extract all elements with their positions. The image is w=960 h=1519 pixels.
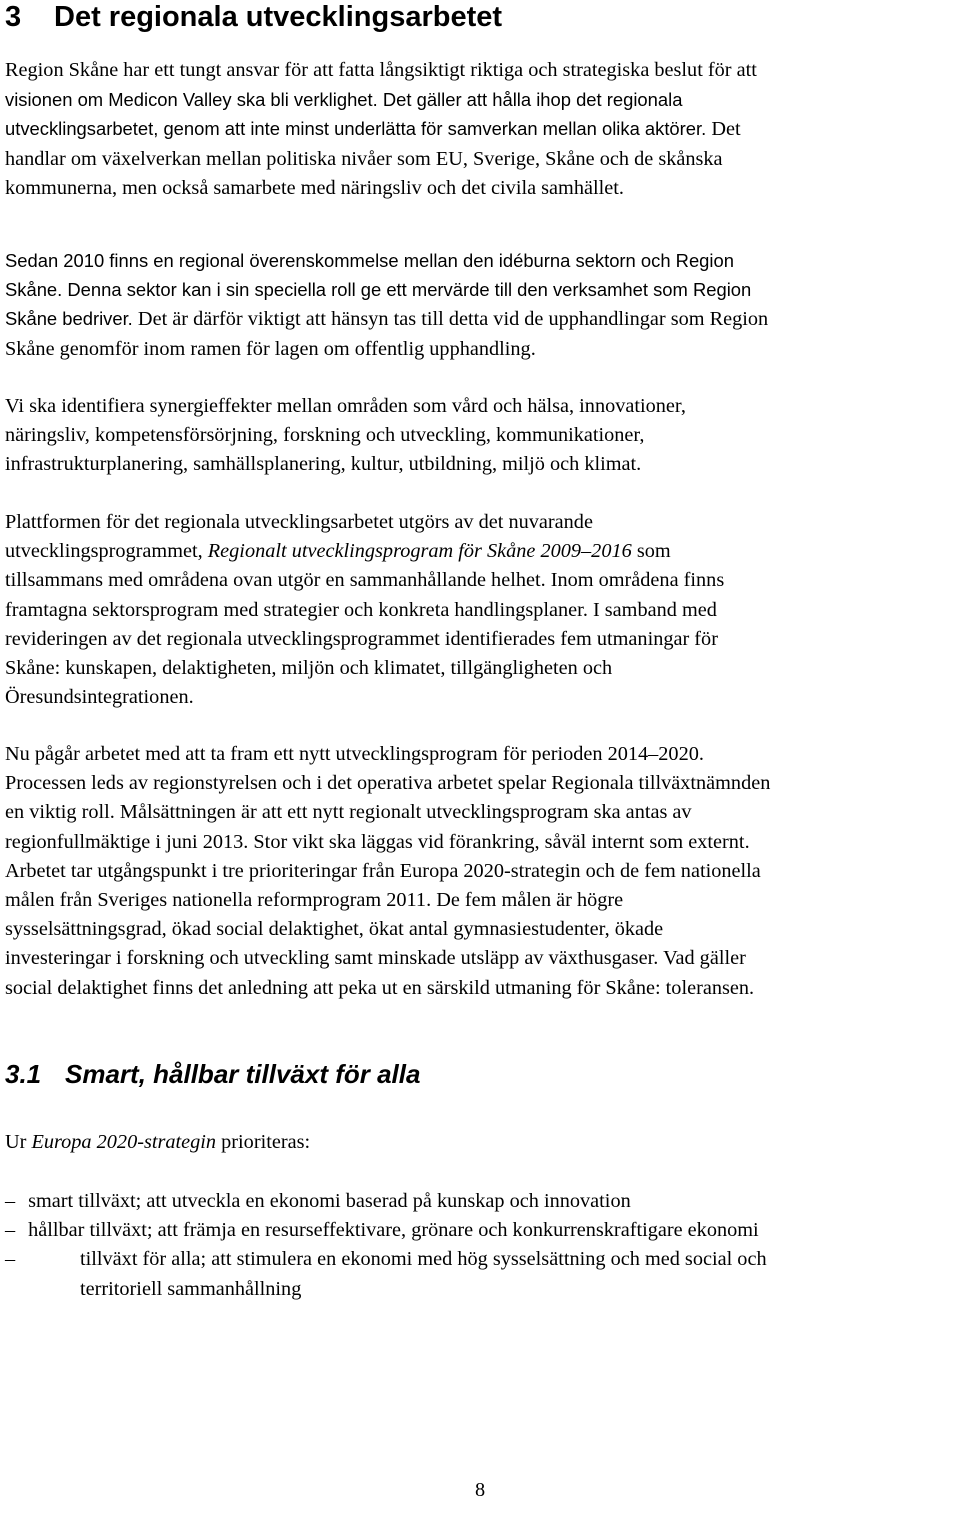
list-item-text-continued: territoriell sammanhållning	[80, 1277, 302, 1300]
text-line: framtagna sektorsprogram med strategier och konkreta handlingsplaner. I samband med	[5, 598, 717, 621]
text-line: revideringen av det regionala utvecklingsprogrammet identifierades fem utmaningar för	[5, 627, 718, 650]
list-item	[5, 1187, 955, 1216]
text-line: Nu pågår arbetet med att ta fram ett nytt utvecklingsprogram för perioden 2014–2020.	[5, 743, 704, 765]
subsection-title: Smart, hållbar tillväxt för alla	[65, 1059, 421, 1089]
text-line: Skåne genomför inom ramen för lagen om offentlig upphandling.	[5, 337, 536, 360]
priorities-list	[5, 1187, 955, 1304]
text-line: kommunerna, men också samarbete med näringsliv och det civila samhället.	[5, 176, 624, 199]
dash-bullet: –	[5, 1190, 16, 1212]
section-title: Det regionala utvecklingsarbetet	[54, 1, 503, 33]
text-line: sysselsättningsgrad, ökad social delaktighet, ökat antal gymnasiestudenter, ökade	[5, 918, 664, 941]
text-line: Processen leds av regionstyrelsen och i det operativa arbetet spelar Regionala tillväxtnämnden	[5, 772, 771, 795]
text-line: Sedan 2010 finns en regional överenskommelse mellan den idéburna sektorn och Region	[5, 250, 734, 271]
paragraph-intro	[5, 1128, 955, 1157]
program-title: Regionalt utvecklingsprogram för Skåne 2009–2016	[207, 540, 632, 563]
text-line: investeringar i forskning och utveckling samt minskade utsläpp av växthusgaser. Vad gäller	[5, 947, 746, 970]
text-segment: utvecklingsarbetet, genom att inte minst underlätta för samverkan mellan olika aktörer.	[5, 118, 707, 140]
subsection-number: 3.1	[5, 1059, 42, 1089]
text-segment: Denna sektor kan i sin speciella roll ge ett mervärde till den verksamhet som Region	[67, 279, 752, 301]
text-segment: Skåne.	[5, 279, 63, 301]
text-line	[5, 275, 955, 304]
list-item	[5, 1245, 955, 1303]
text-line: målen från Sveriges nationella reformprogram 2011. De fem målen är högre	[5, 889, 624, 912]
section-heading	[5, 0, 502, 34]
paragraph-plattformen	[5, 508, 955, 712]
paragraph-medicon-valley	[5, 56, 955, 203]
text-line: Skåne: kunskapen, delaktigheten, miljön och klimatet, tillgängligheten och	[5, 657, 613, 680]
text-line: Öresundsintegrationen.	[5, 686, 194, 709]
text-line: visionen om Medicon Valley ska bli verklighet. Det gäller att hålla ihop det regionala	[5, 89, 683, 111]
text-line: Plattformen för det regionala utvecklingsarbetet utgörs av det nuvarande	[5, 511, 593, 533]
strategy-title: Europa 2020-strategin	[31, 1131, 217, 1153]
text-segment: Det är därför viktigt att hänsyn tas till detta vid de upphandlingar som Region	[137, 308, 769, 331]
text-segment: Ur	[5, 1131, 27, 1153]
text-line: regionfullmäktige i juni 2013. Stor vikt ska läggas vid förankring, såväl internt som externt.	[5, 830, 750, 853]
list-item	[5, 1216, 955, 1245]
text-line: Arbetet tar utgångspunkt i tre prioriteringar från Europa 2020-strategin och de fem nationella	[5, 859, 761, 882]
text-segment: utvecklingsprogrammet,	[5, 540, 203, 563]
list-item-text: tillväxt för alla; att stimulera en ekonomi med hög sysselsättning och med social och	[80, 1248, 767, 1271]
text-segment: som	[636, 540, 671, 563]
text-segment: Det	[711, 118, 741, 141]
text-line: social delaktighet finns det anledning att peka ut en särskild utmaning för Skåne: toleransen.	[5, 976, 755, 999]
text-line: handlar om växelverkan mellan politiska nivåer som EU, Sverige, Skåne och de skånska	[5, 147, 723, 170]
text-line	[5, 114, 955, 144]
section-number: 3	[5, 1, 22, 33]
paragraph-synergieffekter	[5, 392, 955, 480]
dash-bullet: –	[5, 1219, 16, 1242]
dash-bullet: –	[5, 1248, 16, 1271]
text-line: infrastrukturplanering, samhällsplanering, kultur, utbildning, miljö och klimat.	[5, 453, 642, 476]
text-line	[5, 304, 955, 334]
text-line: näringsliv, kompetensförsörjning, forskning och utveckling, kommunikationer,	[5, 424, 645, 447]
text-line: en viktig roll. Målsättningen är att ett nytt regionalt utvecklingsprogram ska antas av	[5, 801, 692, 824]
text-line: Vi ska identifiera synergieffekter mellan områden som vård och hälsa, innovationer,	[5, 395, 686, 417]
page-number: 8	[475, 1479, 486, 1501]
text-line	[5, 1128, 955, 1157]
text-line: Region Skåne har ett tungt ansvar för att fatta långsiktigt riktiga och strategiska beslut för att	[5, 59, 757, 81]
text-segment: Skåne bedriver.	[5, 308, 133, 330]
list-item-text: hållbar tillväxt; att främja en resurseffektivare, grönare och konkurrenskraftigare ekonomi	[28, 1219, 759, 1242]
paragraph-nytt-utvecklingsprogram	[5, 740, 955, 1003]
text-segment: prioriteras:	[221, 1131, 311, 1153]
text-line	[5, 537, 955, 566]
list-item-text: smart tillväxt; att utveckla en ekonomi baserad på kunskap och innovation	[28, 1190, 631, 1212]
text-line: tillsammans med områdena ovan utgör en sammanhållande helhet. Inom områdena finns	[5, 569, 725, 592]
subsection-heading	[5, 1058, 420, 1090]
paragraph-ideburna-sektorn	[5, 246, 955, 364]
